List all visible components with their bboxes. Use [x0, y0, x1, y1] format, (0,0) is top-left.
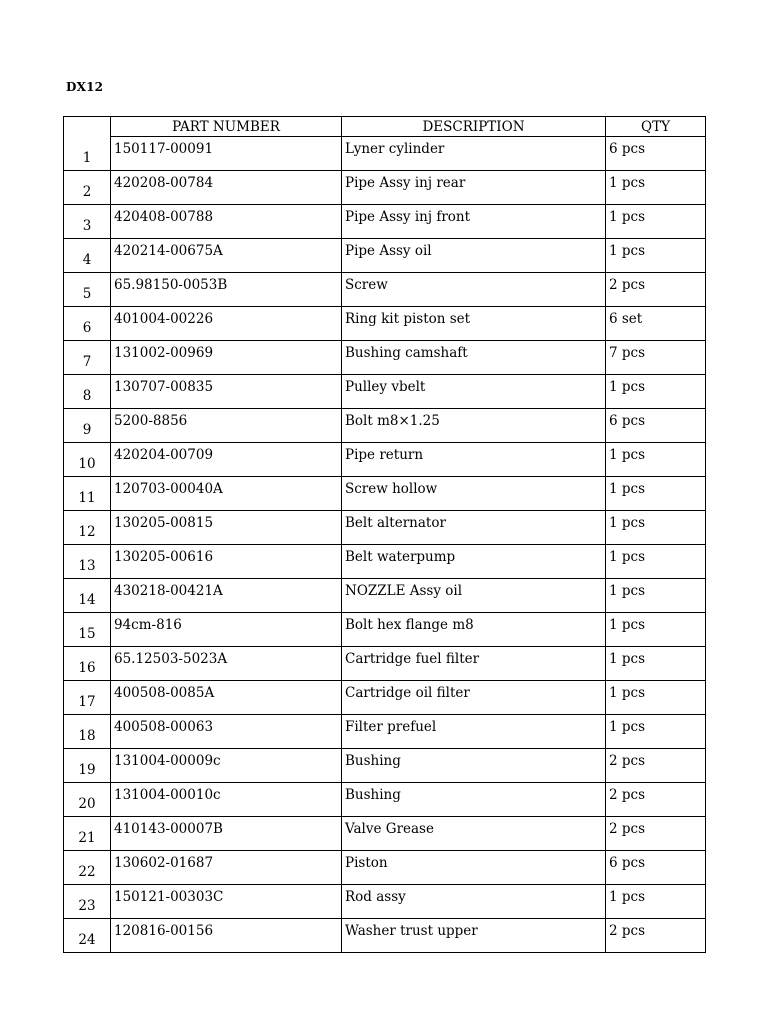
- table-row: [64, 919, 706, 953]
- description-cell: Piston: [342, 851, 606, 885]
- table-row: [64, 375, 706, 409]
- part-number-cell: 400508-00063: [111, 715, 342, 749]
- part-number-cell: 401004-00226: [111, 307, 342, 341]
- table-row: [64, 477, 706, 511]
- part-number-cell: 430218-00421A: [111, 579, 342, 613]
- row-number: 6: [64, 307, 111, 341]
- description-cell: Cartridge fuel filter: [342, 647, 606, 681]
- description-cell: Filter prefuel: [342, 715, 606, 749]
- part-number-cell: 65.12503-5023A: [111, 647, 342, 681]
- row-number: 24: [64, 919, 111, 953]
- part-number-cell: 130205-00616: [111, 545, 342, 579]
- qty-cell: 7 pcs: [606, 341, 706, 375]
- qty-cell: 1 pcs: [606, 375, 706, 409]
- row-number: 7: [64, 341, 111, 375]
- part-number-cell: 400508-0085A: [111, 681, 342, 715]
- row-number: 10: [64, 443, 111, 477]
- header-row: [64, 117, 706, 137]
- qty-cell: 1 pcs: [606, 579, 706, 613]
- description-cell: Pipe Assy inj rear: [342, 171, 606, 205]
- row-number: 13: [64, 545, 111, 579]
- qty-cell: 1 pcs: [606, 239, 706, 273]
- row-number: 20: [64, 783, 111, 817]
- table-row: [64, 817, 706, 851]
- row-number: 3: [64, 205, 111, 239]
- row-number: 2: [64, 171, 111, 205]
- description-cell: Bushing: [342, 783, 606, 817]
- qty-cell: 1 pcs: [606, 681, 706, 715]
- qty-cell: 1 pcs: [606, 511, 706, 545]
- part-number-cell: 130205-00815: [111, 511, 342, 545]
- part-number-cell: 131004-00009c: [111, 749, 342, 783]
- row-number: 12: [64, 511, 111, 545]
- part-number-cell: 410143-00007B: [111, 817, 342, 851]
- row-number: 18: [64, 715, 111, 749]
- description-cell: Washer trust upper: [342, 919, 606, 953]
- part-number-cell: 94cm-816: [111, 613, 342, 647]
- row-number: 9: [64, 409, 111, 443]
- table-body: [64, 137, 706, 953]
- header-row-number: [64, 117, 111, 137]
- row-number: 19: [64, 749, 111, 783]
- qty-cell: 1 pcs: [606, 443, 706, 477]
- row-number: 22: [64, 851, 111, 885]
- table-row: [64, 749, 706, 783]
- part-number-cell: 130602-01687: [111, 851, 342, 885]
- part-number-cell: 65.98150-0053B: [111, 273, 342, 307]
- table-row: [64, 205, 706, 239]
- table-row: [64, 409, 706, 443]
- description-cell: Bushing camshaft: [342, 341, 606, 375]
- part-number-cell: 120703-00040A: [111, 477, 342, 511]
- description-cell: Valve Grease: [342, 817, 606, 851]
- description-cell: NOZZLE Assy oil: [342, 579, 606, 613]
- description-cell: Cartridge oil filter: [342, 681, 606, 715]
- description-cell: Belt alternator: [342, 511, 606, 545]
- table-row: [64, 137, 706, 171]
- qty-cell: 2 pcs: [606, 273, 706, 307]
- table-row: [64, 885, 706, 919]
- header-part-number: PART NUMBER: [111, 117, 342, 137]
- row-number: 16: [64, 647, 111, 681]
- qty-cell: 1 pcs: [606, 205, 706, 239]
- qty-cell: 6 pcs: [606, 409, 706, 443]
- row-number: 1: [64, 137, 111, 171]
- description-cell: Pipe Assy inj front: [342, 205, 606, 239]
- part-number-cell: 420214-00675A: [111, 239, 342, 273]
- part-number-cell: 420408-00788: [111, 205, 342, 239]
- parts-table: [63, 116, 706, 953]
- header-description: DESCRIPTION: [342, 117, 606, 137]
- header-qty: QTY: [606, 117, 706, 137]
- table-row: [64, 341, 706, 375]
- part-number-cell: 5200-8856: [111, 409, 342, 443]
- part-number-cell: 150121-00303C: [111, 885, 342, 919]
- part-number-cell: 420204-00709: [111, 443, 342, 477]
- qty-cell: 1 pcs: [606, 885, 706, 919]
- table-row: [64, 579, 706, 613]
- table-header: [64, 117, 706, 137]
- row-number: 15: [64, 613, 111, 647]
- document-title: DX12: [66, 80, 104, 94]
- description-cell: Bushing: [342, 749, 606, 783]
- part-number-cell: 130707-00835: [111, 375, 342, 409]
- description-cell: Ring kit piston set: [342, 307, 606, 341]
- table-row: [64, 171, 706, 205]
- qty-cell: 1 pcs: [606, 545, 706, 579]
- description-cell: Bolt m8×1.25: [342, 409, 606, 443]
- description-cell: Pipe Assy oil: [342, 239, 606, 273]
- qty-cell: 6 pcs: [606, 137, 706, 171]
- qty-cell: 2 pcs: [606, 749, 706, 783]
- table-row: [64, 613, 706, 647]
- qty-cell: 6 pcs: [606, 851, 706, 885]
- qty-cell: 1 pcs: [606, 647, 706, 681]
- table-row: [64, 647, 706, 681]
- part-number-cell: 420208-00784: [111, 171, 342, 205]
- part-number-cell: 131004-00010c: [111, 783, 342, 817]
- table-row: [64, 783, 706, 817]
- description-cell: Pipe return: [342, 443, 606, 477]
- table-row: [64, 681, 706, 715]
- table-row: [64, 273, 706, 307]
- qty-cell: 1 pcs: [606, 715, 706, 749]
- description-cell: Pulley vbelt: [342, 375, 606, 409]
- row-number: 21: [64, 817, 111, 851]
- table-row: [64, 715, 706, 749]
- qty-cell: 2 pcs: [606, 817, 706, 851]
- description-cell: Belt waterpump: [342, 545, 606, 579]
- row-number: 23: [64, 885, 111, 919]
- qty-cell: 1 pcs: [606, 477, 706, 511]
- row-number: 4: [64, 239, 111, 273]
- description-cell: Rod assy: [342, 885, 606, 919]
- table-row: [64, 239, 706, 273]
- row-number: 5: [64, 273, 111, 307]
- row-number: 14: [64, 579, 111, 613]
- description-cell: Lyner cylinder: [342, 137, 606, 171]
- part-number-cell: 120816-00156: [111, 919, 342, 953]
- description-cell: Bolt hex flange m8: [342, 613, 606, 647]
- description-cell: Screw hollow: [342, 477, 606, 511]
- table-row: [64, 851, 706, 885]
- qty-cell: 1 pcs: [606, 613, 706, 647]
- part-number-cell: 150117-00091: [111, 137, 342, 171]
- qty-cell: 6 set: [606, 307, 706, 341]
- part-number-cell: 131002-00969: [111, 341, 342, 375]
- table-row: [64, 307, 706, 341]
- qty-cell: 1 pcs: [606, 171, 706, 205]
- row-number: 17: [64, 681, 111, 715]
- row-number: 11: [64, 477, 111, 511]
- row-number: 8: [64, 375, 111, 409]
- qty-cell: 2 pcs: [606, 783, 706, 817]
- table-row: [64, 443, 706, 477]
- table-row: [64, 511, 706, 545]
- qty-cell: 2 pcs: [606, 919, 706, 953]
- description-cell: Screw: [342, 273, 606, 307]
- table-row: [64, 545, 706, 579]
